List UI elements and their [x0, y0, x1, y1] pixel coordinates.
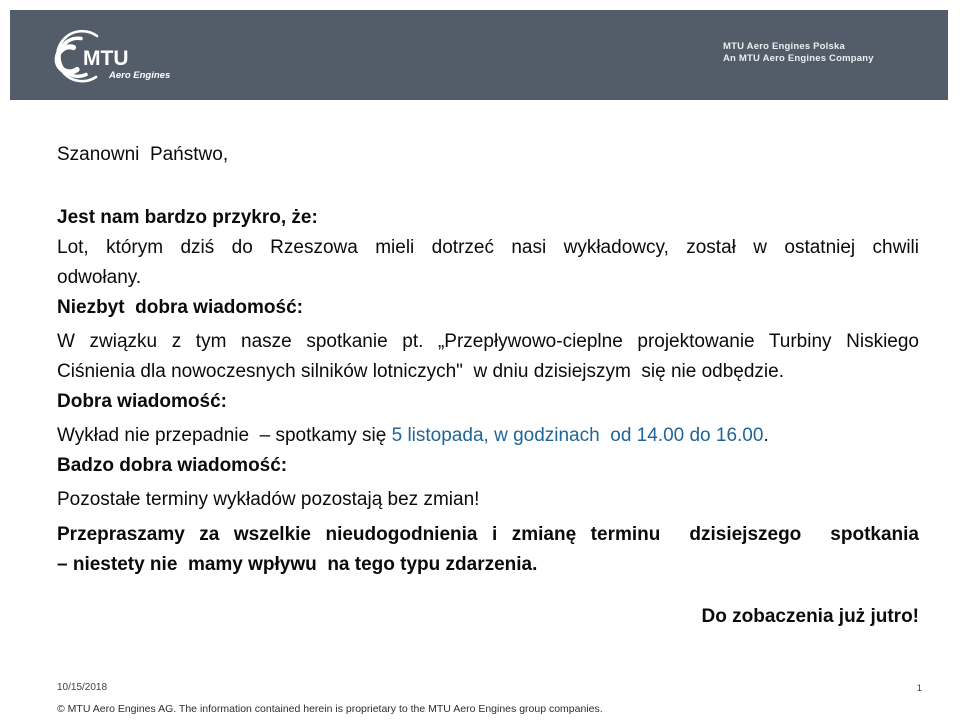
text-line [57, 357, 919, 387]
header-bar [10, 10, 948, 100]
text-span: Ciśnienia dla nowoczesnych silników lotniczych" w dniu dzisiejszym się nie odbędzie. [57, 361, 784, 382]
para-see-you [57, 602, 919, 632]
heading-very-good-news [57, 451, 919, 481]
heading-not-so-good-news [57, 293, 919, 323]
text-span: Badzo dobra wiadomość: [57, 455, 288, 476]
heading-good-news [57, 387, 919, 417]
text-span: Szanowni Państwo, [57, 144, 229, 165]
text-line [57, 421, 919, 451]
text-line [57, 485, 919, 515]
new-lecture-date: 5 listopada, w godzinach od 14.00 do 16.00 [391, 425, 764, 446]
text-span: Dobra wiadomość: [57, 391, 227, 412]
text-line [57, 263, 919, 293]
text-span: Niezbyt dobra wiadomość: [57, 297, 303, 318]
text-span: Jest nam bardzo przykro, że: [57, 207, 318, 228]
company-line2: An MTU Aero Engines Company [723, 52, 874, 64]
para-meeting-cancelled [57, 327, 919, 387]
mtu-logo-brand-text: MTU [83, 47, 129, 70]
footer-date: 10/15/2018 [57, 682, 108, 693]
greeting [57, 140, 919, 170]
text-line [57, 550, 919, 580]
text-line [57, 140, 919, 170]
heading-sorry [57, 203, 919, 233]
company-name-block [723, 41, 874, 64]
text-span: Do zobaczenia już jutro! [701, 606, 919, 627]
text-line [57, 520, 919, 550]
text-span: – niestety nie mamy wpływu na tego typu zdarzenia. [57, 554, 538, 575]
mtu-logo-icon [50, 28, 180, 90]
text-line [57, 387, 919, 417]
para-apology [57, 520, 919, 580]
text-line [57, 203, 919, 233]
footer-copyright: © MTU Aero Engines AG. The information contained herein is proprietary to the MTU Aero Engines group companies. [57, 703, 603, 715]
para-flight-cancelled [57, 233, 919, 293]
text-span: odwołany. [57, 267, 142, 288]
text-span: Przepraszamy za wszelkie nieudogodnienia i zmianę terminu dzisiejszego spotkania [57, 524, 919, 545]
para-other-dates [57, 485, 919, 515]
text-span: Lot, którym dziś do Rzeszowa mieli dotrzeć nasi wykładowcy, został w ostatniej chwili [57, 237, 919, 258]
company-line1: MTU Aero Engines Polska [723, 41, 845, 52]
text-line [57, 327, 919, 357]
text-line [57, 451, 919, 481]
text-line [57, 293, 919, 323]
text-span: . [763, 425, 769, 446]
slide-body [57, 140, 919, 632]
text-span: Pozostałe terminy wykładów pozostają bez zmian! [57, 489, 480, 510]
text-span: Wykład nie przepadnie – spotkamy się [57, 425, 392, 446]
footer-page-number: 1 [916, 683, 922, 694]
text-line [57, 602, 919, 632]
mtu-logo-sub-text: Aero Engines [109, 70, 171, 81]
text-span: W związku z tym nasze spotkanie pt. „Przepływowo-cieplne projektowanie Turbiny Niskiego [57, 331, 919, 352]
text-line [57, 233, 919, 263]
para-new-date [57, 421, 919, 451]
